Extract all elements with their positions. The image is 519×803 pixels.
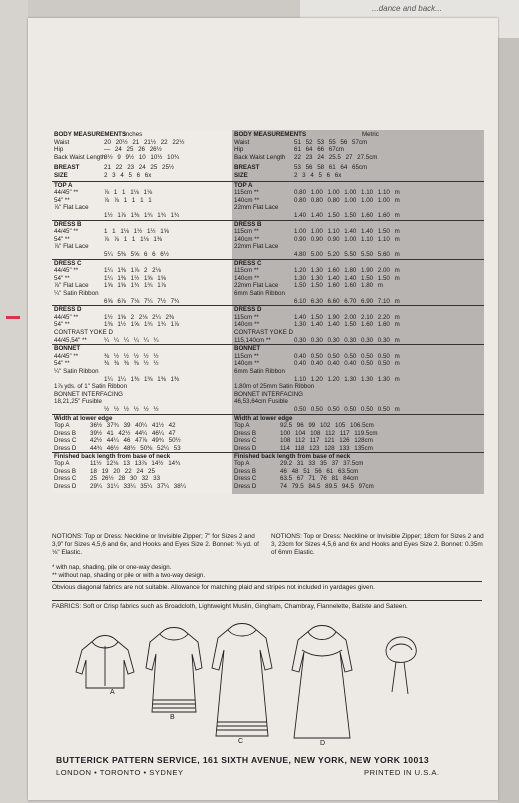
yardage-label: 18,21,25" Fusible: [54, 398, 102, 406]
yardage-label: ⅞" Flat Lace: [54, 243, 89, 251]
yardage-label: 54" **: [54, 274, 70, 282]
yardage-values: 1½ 1⅝ 2 2⅛ 2¼ 2⅜: [104, 313, 175, 321]
yardage-values: 1.50 1.50 1.60 1.60 1.80 m: [294, 282, 383, 290]
length-heading: Finished back length from base of neck: [54, 452, 171, 460]
body-measure-values: 2 3 4 5 6 6x: [104, 172, 152, 179]
bonnet-drawing: [386, 637, 416, 694]
yardage-label: 44/45" **: [54, 313, 79, 321]
unit-label: Inches: [124, 131, 143, 138]
body-measure-label: Back Waist Length: [234, 153, 286, 161]
yardage-values: 1¼ 1⅜ 1½ 1⅝ 1⅝: [104, 274, 166, 282]
length-values: 18 19 20 22 24 25: [90, 467, 155, 475]
length-label: Dress D: [234, 483, 257, 490]
yardage-label: 140cm **: [234, 196, 260, 204]
garment-illustrations: [52, 620, 484, 750]
garment-label-b: B: [170, 714, 175, 721]
fabrics-note: FABRICS: Soft or Crisp fabrics such as Broadcloth, Lightweight Muslin, Gingham, Chambray, Flannelette, Batiste and Sateen.: [52, 600, 482, 611]
yardage-values: ⅞ ⅞ 1 1 1⅛ 1⅜: [104, 235, 163, 243]
yardage-values: ⅞ 1 1 1⅛ 1⅛: [104, 189, 153, 197]
width-label: Dress B: [54, 429, 77, 437]
yardage-label: 44/45" **: [54, 352, 79, 360]
yardage-label: 44/45" **: [54, 189, 79, 197]
yardage-label: 115cm **: [234, 267, 259, 275]
notions-metric: NOTIONS: Top or Dress: Neckline or Invisible Zipper; 18cm for Sizes 2 and 3, 23cm for Sizes 4,5,6 and 6x and Hooks and Eyes Size 2. Bonnet: 0.35m of 6mm Elastic.: [271, 533, 484, 556]
width-values: 100 104 108 112 117 119.5cm: [280, 429, 378, 437]
yardage-values: 1.00 1.00 1.10 1.40 1.40 1.50 m: [294, 228, 400, 236]
yardage-label: 44/45" **: [54, 267, 79, 275]
backing-paper-right: [498, 0, 519, 803]
yardage-values: 6⅝ 6⅞ 7⅛ 7¼ 7½ 7¾: [104, 297, 180, 305]
yardage-values: 1.10 1.20 1.20 1.30 1.30 1.30 m: [294, 375, 400, 383]
table-rule: [232, 220, 484, 221]
yardage-values: 1.20 1.30 1.60 1.80 1.90 2.00 m: [294, 267, 400, 275]
yardage-values: ⅜ ½ ½ ½ ½ ½: [104, 352, 159, 360]
yardage-values: 5¼ 5⅜ 5⅝ 6 6 6½: [104, 251, 169, 258]
yardage-values: 1¼ 1⅜ 1⅞ 2 2⅛: [104, 267, 161, 275]
yardage-label: ¼" Satin Ribbon: [54, 290, 99, 297]
length-label: Dress C: [54, 475, 77, 483]
yardage-values: ½ ½ ½ ½ ½ ½: [104, 406, 159, 413]
section-heading: BODY MEASUREMENTS: [54, 131, 127, 138]
body-measure-label: Hip: [54, 146, 64, 154]
yardage-label: 115cm **: [234, 352, 259, 360]
yardage-values: 0.30 0.30 0.30 0.30 0.30 0.30 m: [294, 336, 400, 344]
yardage-label: BONNET INTERFACING: [54, 390, 123, 398]
body-measure-values: 61 64 66 67cm: [294, 146, 344, 154]
yardage-label: 44/45,54" **: [54, 336, 87, 344]
length-values: 29¼ 31¼ 33¼ 35¼ 37¼ 38¼: [90, 483, 186, 490]
yardage-label: 140cm **: [234, 274, 260, 282]
yardage-label: 46,53,64cm Fusible: [234, 398, 288, 406]
table-rule: [232, 181, 484, 182]
length-label: Dress B: [234, 467, 257, 475]
red-mark: [6, 316, 20, 319]
body-measure-label: BREAST: [54, 164, 80, 172]
table-rule: [232, 305, 484, 306]
yardage-label: 54" **: [54, 360, 70, 368]
length-values: 74 79.5 84.5 89.5 94.5 97cm: [280, 483, 374, 490]
yardage-label: 115cm **: [234, 228, 259, 236]
table-rule: [232, 259, 484, 260]
garment-label-d: D: [320, 740, 326, 747]
body-measure-values: 8½ 9 9½ 10 10½ 10¾: [104, 153, 180, 161]
length-values: 29.2 31 33 35 37 37.5cm: [280, 460, 364, 468]
yardage-values: 1¼ 1¼ 1⅜ 1⅜ 1⅜ 1⅜: [104, 375, 180, 383]
section-name: DRESS D: [54, 306, 82, 314]
yardage-label: 140cm **: [234, 235, 260, 243]
length-label: Top A: [234, 460, 250, 468]
section-name: BONNET: [234, 345, 261, 353]
length-values: 63.5 67 71 76 81 84cm: [280, 475, 359, 483]
width-label: Top A: [234, 422, 250, 430]
section-name: DRESS C: [234, 259, 262, 267]
us-column: [52, 130, 232, 494]
width-values: 114 118 123 128 133 135cm: [280, 445, 373, 452]
yardage-values: 1 1 1⅛ 1½ 1½ 1⅝: [104, 228, 169, 236]
length-heading: Finished back length from base of neck: [234, 452, 351, 460]
section-name: DRESS B: [54, 220, 82, 228]
yardage-values: 6.10 6.30 6.60 6.70 6.90 7.10 m: [294, 297, 400, 305]
width-label: Dress B: [234, 429, 257, 437]
section-heading: BODY MEASUREMENTS: [234, 131, 307, 138]
body-measure-label: SIZE: [234, 172, 248, 179]
width-values: 39½ 41 42½ 44¼ 46¼ 47: [90, 429, 176, 437]
body-measure-label: SIZE: [54, 172, 68, 179]
footnote-nap: * with nap, shading, pile or one-way design.: [52, 564, 172, 571]
yardage-label: 22mm Flat Lace: [234, 243, 279, 251]
yardage-label: 54" **: [54, 321, 70, 329]
width-values: 108 112 117 121 126 128cm: [280, 437, 373, 445]
length-values: 11½ 12⅛ 13 13⅞ 14½ 14¾: [90, 460, 181, 468]
body-measure-label: Back Waist Length: [54, 153, 106, 161]
body-measure-values: 21 22 23 24 25 25½: [104, 164, 175, 172]
scrap-text: ...dance and back...: [372, 4, 442, 13]
yardage-label: 1.80m of 25mm Satin Ribbon: [234, 383, 315, 391]
yardage-label: 140cm **: [234, 360, 260, 368]
section-name: TOP A: [54, 181, 73, 189]
yardage-label: 115cm **: [234, 313, 259, 321]
footnotes: [52, 564, 484, 579]
footnote-without-nap: ** without nap, shading or pile or with a two-way design.: [52, 571, 206, 579]
length-label: Dress B: [54, 467, 77, 475]
length-values: 25 26½ 28 30 32 33: [90, 475, 161, 483]
yardage-values: 0.40 0.50 0.50 0.50 0.50 0.50 m: [294, 352, 400, 360]
body-measure-label: BREAST: [234, 164, 260, 172]
metric-column: [232, 130, 484, 494]
yardage-values: 1.40 1.40 1.50 1.50 1.60 1.60 m: [294, 212, 400, 219]
yardage-label: 22mm Flat Lace: [234, 204, 279, 212]
body-measure-values: 20 20½ 21 21½ 22 22½: [104, 138, 185, 146]
width-label: Dress D: [234, 445, 257, 452]
yardage-label: 1⅞ yds. of 1" Satin Ribbon: [54, 383, 128, 391]
width-label: Dress C: [234, 437, 257, 445]
width-values: 36½ 37¾ 39 40¼ 41½ 42: [90, 422, 176, 430]
yardage-values: 0.80 0.80 0.80 1.00 1.00 1.00 m: [294, 196, 400, 204]
yardage-label: ¼" Satin Ribbon: [54, 368, 99, 375]
dress-d-drawing: [292, 626, 352, 739]
yardage-values: 1.30 1.30 1.40 1.40 1.50 1.50 m: [294, 274, 400, 282]
yardage-values: ⅞ ⅞ 1 1 1 1: [104, 196, 152, 204]
publisher-address: BUTTERICK PATTERN SERVICE, 161 SIXTH AVENUE, NEW YORK, NEW YORK 10013: [56, 755, 430, 765]
table-rule: [52, 181, 232, 182]
body-measure-label: Waist: [234, 138, 250, 146]
body-measure-label: Hip: [234, 146, 244, 154]
garment-label-c: C: [238, 738, 244, 745]
width-values: 92.5 96 99 102 105 106.5cm: [280, 422, 374, 430]
yardage-label: 6mm Satin Ribbon: [234, 368, 285, 375]
width-heading: Width at lower edge: [234, 414, 293, 422]
publisher-cities: LONDON • TORONTO • SYDNEY: [56, 768, 184, 777]
length-label: Dress C: [234, 475, 257, 483]
diagonal-fabric-note: Obvious diagonal fabrics are not suitable. Allowance for matching plaid and stripes not included in yardages given.: [52, 581, 482, 592]
section-name: DRESS C: [54, 259, 82, 267]
section-name: DRESS D: [234, 306, 262, 314]
width-label: Dress C: [54, 437, 77, 445]
yardage-values: 1.30 1.40 1.40 1.50 1.60 1.60 m: [294, 321, 400, 329]
notions-us: NOTIONS: Top or Dress: Neckline or Invisible Zipper; 7" for Sizes 2 and 3,9" for Sizes 4,5,6 and 6x, and Hooks and Eyes Size 2. Bonnet: ⅜ yd. of ⅛" Elastic.: [52, 533, 259, 556]
unit-label: Metric: [362, 131, 379, 138]
yardage-label: ⅞" Flat Lace: [54, 204, 89, 212]
length-label: Top A: [54, 460, 70, 468]
length-values: 46 48 51 56 61 63.5cm: [280, 467, 359, 475]
dress-b-drawing: [146, 628, 202, 713]
yardage-label: 22mm Flat Lace: [234, 282, 279, 290]
yardage-label: CONTRAST YOKE D: [234, 329, 293, 336]
yardage-values: 1.40 1.50 1.90 2.00 2.10 2.20 m: [294, 313, 400, 321]
yardage-label: 115,140cm **: [234, 336, 271, 344]
garment-label-a: A: [110, 689, 115, 696]
yardage-values: 1½ 1⅞ 1⅜ 1¾ 1¾ 1¾: [104, 212, 180, 219]
yardage-label: 44/45" **: [54, 228, 79, 236]
body-measure-values: 53 56 58 61 64 65cm: [294, 164, 368, 172]
yardage-values: 1⅝ 1⅝ 1¾ 1¾ 1⅞: [104, 282, 166, 290]
yardage-values: 1⅜ 1½ 1⅝ 1¾ 1¾ 1⅞: [104, 321, 180, 329]
section-name: TOP A: [234, 181, 253, 189]
width-label: Dress D: [54, 445, 77, 452]
body-measure-values: 2 3 4 5 6 6x: [294, 172, 342, 179]
width-label: Top A: [54, 422, 70, 430]
top-a-drawing: [76, 636, 134, 689]
yardage-label: BONNET INTERFACING: [234, 390, 303, 398]
width-heading: Width at lower edge: [54, 414, 113, 422]
yardage-label: CONTRAST YOKE D: [54, 329, 113, 336]
section-name: BONNET: [54, 345, 81, 353]
yardage-values: 0.50 0.50 0.50 0.50 0.50 0.50 m: [294, 406, 400, 413]
yardage-label: 6mm Satin Ribbon: [234, 290, 285, 297]
body-measure-values: 51 52 53 55 56 57cm: [294, 138, 368, 146]
yardage-label: 115cm **: [234, 189, 259, 197]
yardage-values: ⅜ ⅜ ⅜ ⅜ ½ ½: [104, 360, 159, 368]
yardage-values: 4.80 5.00 5.20 5.50 5.50 5.60 m: [294, 251, 400, 258]
section-name: DRESS B: [234, 220, 262, 228]
body-measure-values: — 24 25 26 26½: [104, 146, 162, 154]
dress-c-drawing: [212, 624, 272, 737]
printed-in-usa: PRINTED IN U.S.A.: [364, 768, 440, 777]
yardage-table: [52, 130, 484, 494]
yardage-values: ¼ ¼ ¼ ¼ ¼ ¼: [104, 336, 159, 344]
body-measure-values: 22 23 24 25.5 27 27.5cm: [294, 153, 378, 161]
width-values: 42½ 44¼ 46 47⅞ 49¾ 50½: [90, 437, 181, 445]
table-rule: [232, 344, 484, 345]
yardage-label: 54" **: [54, 235, 70, 243]
body-measure-label: Waist: [54, 138, 70, 146]
yardage-values: 0.80 1.00 1.00 1.00 1.10 1.10 m: [294, 189, 400, 197]
length-label: Dress D: [54, 483, 77, 490]
yardage-label: 140cm **: [234, 321, 260, 329]
garment-drawings: [52, 620, 484, 750]
yardage-values: 0.90 0.90 0.90 1.00 1.10 1.10 m: [294, 235, 400, 243]
yardage-values: 0.40 0.40 0.40 0.40 0.50 0.50 m: [294, 360, 400, 368]
yardage-label: 54" **: [54, 196, 70, 204]
backing-paper-left: [0, 0, 28, 803]
width-values: 44¾ 46½ 48½ 50⅜ 52¼ 53: [90, 445, 181, 452]
yardage-label: ⅞" Flat Lace: [54, 282, 89, 290]
